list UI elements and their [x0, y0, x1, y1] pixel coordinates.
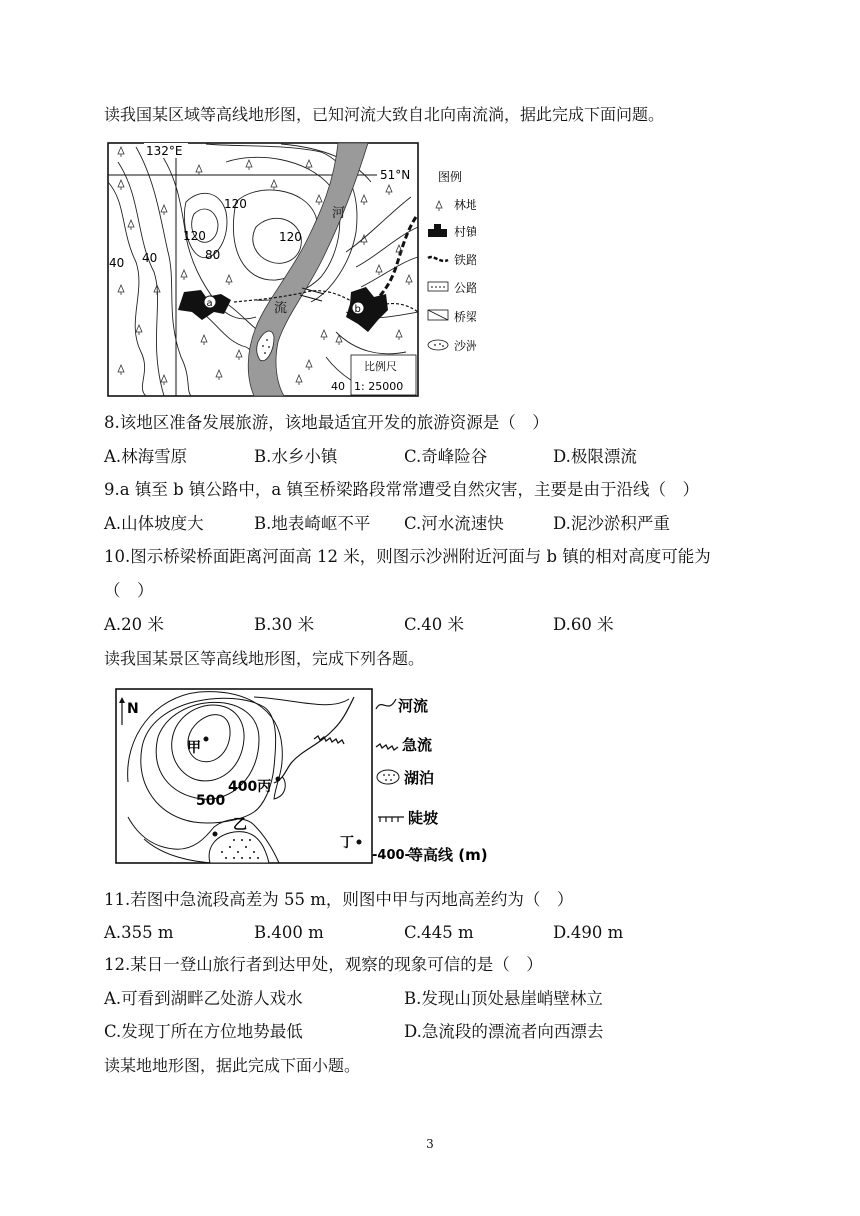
contour-label-40-b: 40 — [142, 251, 158, 265]
q9-option-a[interactable]: A.山体坡度大 — [104, 514, 204, 533]
legend-rapids-label: 急流 — [402, 736, 433, 754]
contour-label-120-c: 120 — [279, 230, 302, 244]
north-label: N — [127, 701, 139, 717]
q9-stem: 9.a 镇至 b 镇公路中，a 镇至桥梁路段常常遭受自然灾害，主要是由于沿线（ ） — [104, 480, 699, 499]
q10-option-b[interactable]: B.30 米 — [254, 615, 315, 634]
point-bing — [276, 777, 281, 782]
q11-option-b[interactable]: B.400 m — [254, 923, 324, 942]
legend-forest-icon — [436, 201, 442, 211]
point-jia — [204, 737, 209, 742]
q9-option-b[interactable]: B.地表崎岖不平 — [254, 514, 371, 533]
legend-rapids-icon — [376, 744, 398, 750]
label-yi: 乙 — [233, 817, 247, 833]
contour-label-120-a: 120 — [224, 197, 247, 211]
q9-option-d[interactable]: D.泥沙淤积严重 — [553, 514, 670, 533]
legend-town-label: 村镇 — [454, 225, 476, 239]
legend-sandbar-label: 沙洲 — [454, 339, 476, 353]
q10-option-a[interactable]: A.20 米 — [104, 615, 164, 634]
q12-option-d[interactable]: D.急流段的漂流者向西漂去 — [404, 1022, 604, 1041]
contour-map-1 — [106, 142, 476, 398]
intro-text-3: 读某地地形图，据此完成下面小题。 — [104, 1056, 361, 1075]
latitude-label: 51°N — [380, 168, 411, 182]
legend-sandbar-icon — [428, 340, 448, 350]
intro-text-2: 读我国某景区等高线地形图，完成下列各题。 — [104, 649, 425, 668]
legend-forest-label: 林地 — [454, 198, 476, 212]
contour-label-80: 80 — [205, 248, 221, 262]
q8-option-a[interactable]: A.林海雪原 — [104, 447, 188, 466]
q12-option-c[interactable]: C.发现丁所在方位地势最低 — [104, 1022, 303, 1041]
legend-lake-label: 湖泊 — [404, 769, 435, 787]
legend-road-label: 公路 — [454, 281, 476, 295]
legend-cliff-label: 陡坡 — [408, 809, 439, 827]
contour-label-40-a: 40 — [109, 256, 125, 270]
q11-stem: 11.若图中急流段高差为 55 m，则图中甲与丙地高差约为（ ） — [104, 890, 574, 909]
q12-option-b[interactable]: B.发现山顶处悬崖峭壁林立 — [404, 989, 603, 1008]
q10-option-c[interactable]: C.40 米 — [404, 615, 465, 634]
q11-option-a[interactable]: A.355 m — [104, 923, 174, 942]
q12-stem: 12.某日一登山旅行者到达甲处，观察的现象可信的是（ ） — [104, 955, 543, 974]
label-ding: 丁 — [340, 835, 354, 851]
legend-river-label: 河流 — [398, 697, 429, 715]
legend-bridge-label: 桥梁 — [454, 310, 476, 324]
legend-lake-icon — [377, 770, 399, 784]
intro-text-1: 读我国某区域等高线地形图，已知河流大致自北向南流淌，据此完成下面问题。 — [104, 105, 665, 124]
q11-option-c[interactable]: C.445 m — [404, 923, 474, 942]
contour-label-40-c: 40 — [331, 380, 345, 393]
legend-railway-icon — [428, 257, 448, 261]
q8-option-b[interactable]: B.水乡小镇 — [254, 447, 338, 466]
q12-option-a[interactable]: A.可看到湖畔乙处游人戏水 — [104, 989, 303, 1008]
lake-shape — [209, 832, 269, 863]
legend-railway-label: 铁路 — [454, 253, 476, 267]
town-a-label: a — [206, 298, 213, 309]
contour-label-120-b: 120 — [183, 229, 206, 243]
legend-river-icon — [376, 699, 396, 709]
contour-map-2 — [114, 687, 504, 867]
label-jia: 甲 — [187, 740, 201, 756]
q8-option-d[interactable]: D.极限漂流 — [553, 447, 637, 466]
point-ding — [357, 840, 362, 845]
q11-option-d[interactable]: D.490 m — [553, 923, 624, 942]
point-yi — [213, 832, 218, 837]
q10-option-d[interactable]: D.60 米 — [553, 615, 614, 634]
scale-title: 比例尺 — [364, 360, 397, 373]
legend-town-icon — [428, 224, 447, 237]
contour-label-500: 500 — [196, 793, 226, 809]
q8-stem: 8.该地区准备发展旅游，该地最适宜开发的旅游资源是（ ） — [104, 413, 549, 432]
town-b-label: b — [354, 304, 361, 315]
page-number: 3 — [426, 1137, 434, 1151]
q8-option-c[interactable]: C.奇峰险谷 — [404, 447, 488, 466]
label-bing: 400丙 — [228, 779, 272, 795]
river-char-liu: 流 — [274, 301, 288, 316]
q10-stem-continued: （ ） — [104, 581, 154, 600]
legend-title: 图例 — [438, 170, 463, 184]
q9-option-c[interactable]: C.河水流速快 — [404, 514, 504, 533]
railway-line — [376, 217, 416, 300]
longitude-label: 132°E — [146, 144, 183, 158]
scale-value: 1: 25000 — [354, 380, 404, 393]
q10-stem: 10.图示桥梁桥面距离河面高 12 米，则图示沙洲附近河面与 b 镇的相对高度可能为 — [104, 547, 711, 566]
legend-cliff-icon — [378, 817, 404, 822]
legend-contour-number: -400- — [372, 848, 410, 863]
river-char-he: 河 — [332, 206, 346, 221]
legend-contour-label: 等高线 (m) — [408, 846, 488, 864]
